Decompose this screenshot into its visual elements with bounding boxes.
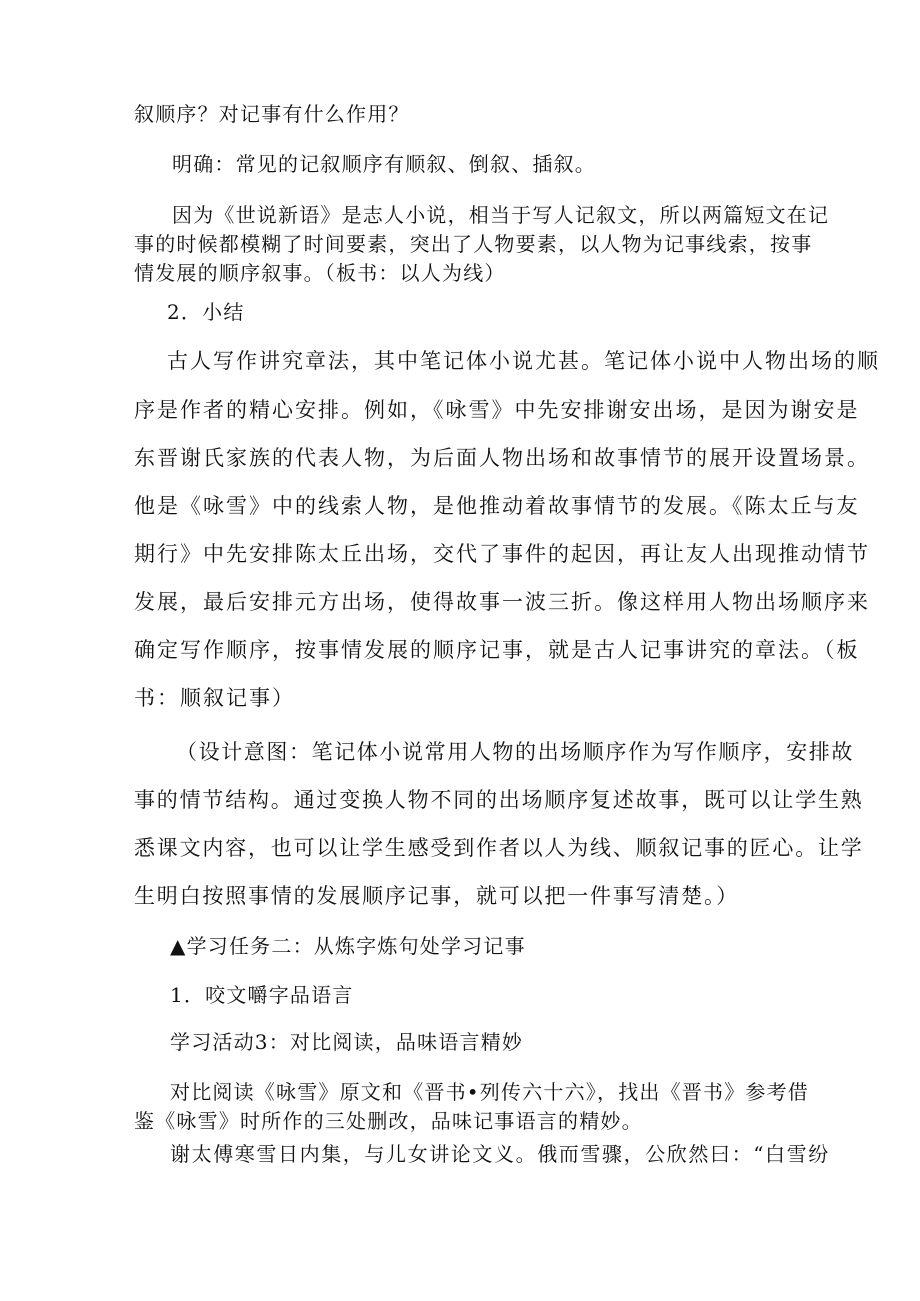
text-line: 事的时候都模糊了时间要素，突出了人物要素，以人物为记事线索，按事 [134,232,813,256]
text-line: 确定写作顺序，按事情发展的顺序记事，就是古人记事讲究的章法。（板 [134,638,860,662]
text-line: 东晋谢氏家族的代表人物，为后面人物出场和故事情节的展开设置场景。 [134,446,870,470]
text-line: 学习活动3：对比阅读，品味语言精妙 [170,1030,524,1054]
text-line: 事的情节结构。通过变换人物不同的出场顺序复述故事，既可以让学生熟 [134,788,864,812]
text-line: 明确：常见的记叙顺序有顺叙、倒叙、插叙。 [172,152,596,176]
text-line: 对比阅读《咏雪》原文和《晋书•列传六十六》，找出《晋书》参考借 [170,1080,809,1104]
text-line: 生明白按照事情的发展顺序记事，就可以把一件事写清楚。） [134,884,740,908]
text-line: 期行》中先安排陈太丘出场，交代了事件的起因，再让友人出现推动情节 [134,542,870,566]
section-heading: ▲学习任务二：从炼字炼句处学习记事 [170,934,526,958]
text-line: 发展，最后安排元方出场，使得故事一波三折。像这样用人物出场顺序来 [134,590,870,614]
text-line: 悉课文内容，也可以让学生感受到作者以人为线、顺叙记事的匠心。让学 [134,836,864,860]
text-line: 他是《咏雪》中的线索人物，是他推动着故事情节的发展。《陈太丘与友 [134,494,860,518]
text-line: 书：顺叙记事） [134,686,295,710]
text-line: 叙顺序？对记事有什么作用？ [134,102,410,126]
text-line: 因为《世说新语》是志人小说，相当于写人记叙文，所以两篇短文在记 [172,203,830,227]
text-line: 古人写作讲究章法，其中笔记体小说尤甚。笔记体小说中人物出场的顺 [167,349,880,373]
text-line: （设计意图：笔记体小说常用人物的出场顺序作为写作顺序，安排故 [176,740,854,764]
section-heading: 1．咬文嚼字品语言 [170,983,354,1007]
text-line: 谢太傅寒雪日内集，与儿女讲论文义。俄而雪骤，公欣然曰：“白雪纷 [170,1142,830,1166]
text-line: 情发展的顺序叙事。（板书：以人为线） [134,261,506,285]
section-heading: 2．小结 [167,300,245,324]
text-line: 序是作者的精心安排。例如，《咏雪》中先安排谢安出场，是因为谢安是 [134,398,860,422]
text-line: 鉴《咏雪》时所作的三处删改，品味记事语言的精妙。 [134,1109,643,1133]
